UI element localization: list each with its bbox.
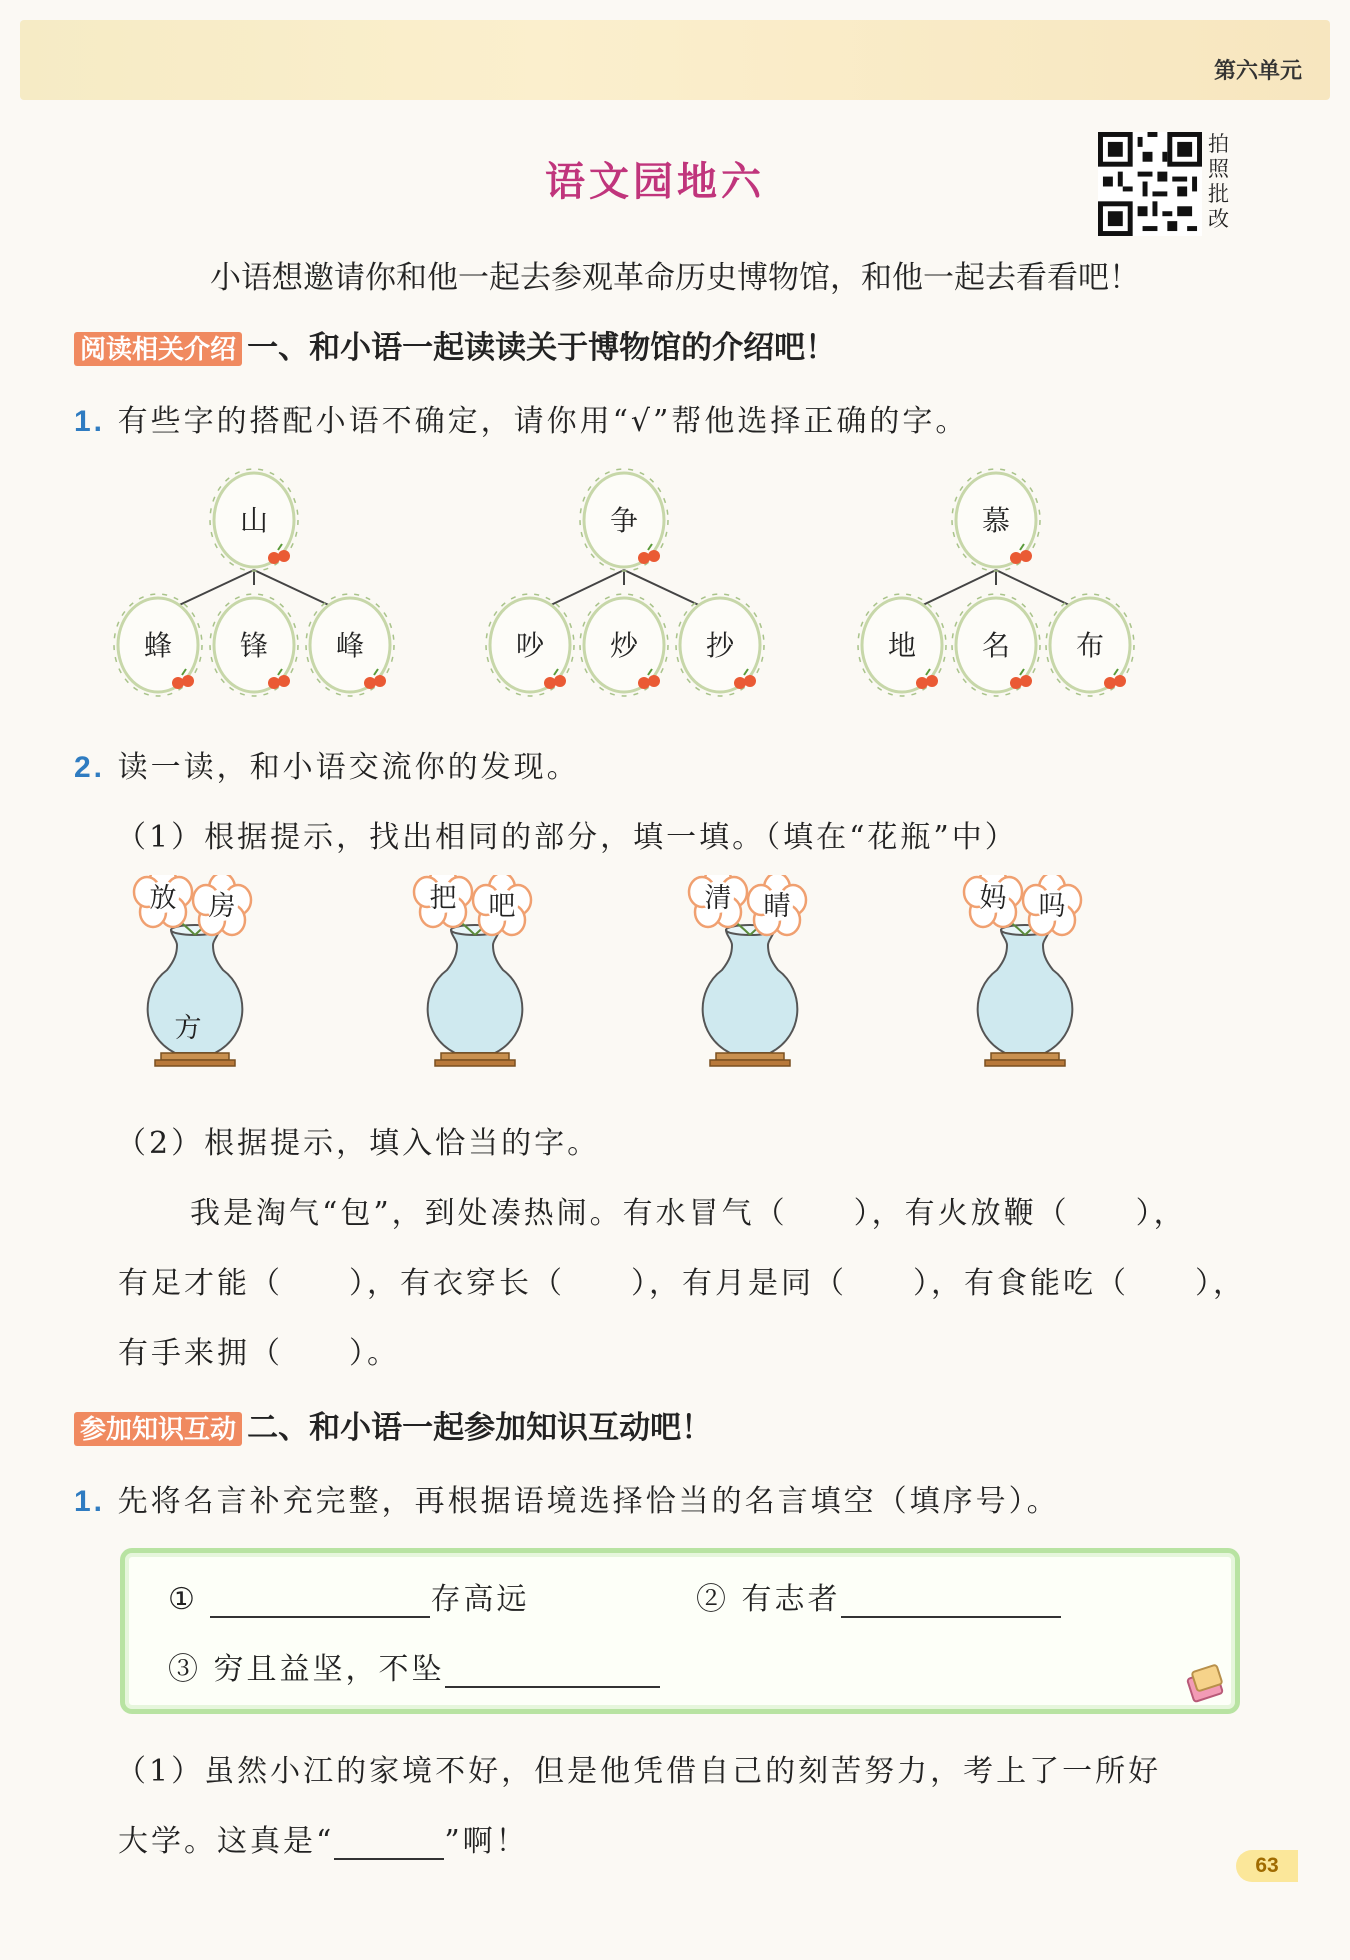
quote-item-2 [696,1574,1061,1618]
page-title: 语文园地六 [545,160,765,204]
question-text: 有些字的搭配小语不确定，请你用“√”帮他选择正确的字。 [117,404,969,439]
question-number: 1. [74,405,106,438]
quote-blank[interactable] [210,1586,430,1618]
unit-label: 第六单元 [1213,58,1302,83]
flower-char: 清 [704,883,732,914]
question-number: 1. [74,1485,106,1518]
tree-option-char[interactable]: 布 [1075,629,1105,662]
sub-question-2: （2）根据提示，填入恰当的字。 [116,1126,601,1161]
tree-option-char[interactable]: 峰 [335,629,365,662]
quote-item-1 [168,1574,529,1618]
tree-option-char[interactable]: 吵 [515,629,545,662]
section1-heading: 一、和小语一起读读关于博物馆的介绍吧！ [247,330,837,365]
tree-option-char[interactable]: 炒 [609,629,639,662]
vase-row [100,875,1100,1080]
tree-top-char: 山 [239,504,269,537]
flower-char: 妈 [979,883,1007,914]
quote-blank[interactable] [841,1586,1061,1618]
quote-text: 有志者 [741,1582,841,1617]
answer-prefix: 大学。这真是“ [118,1824,335,1859]
intro-text: 小语想邀请你和他一起去参观革命历史博物馆，和他一起去看看吧！ [210,260,1140,295]
quote-box [120,1548,1240,1714]
vase-answer[interactable]: 方 [174,1013,202,1044]
sub-question-1-line2 [118,1816,529,1860]
fill-paragraph-line[interactable]: 有足才能（ ），有衣穿长（ ），有月是同（ ），有食能吃（ ）， [118,1266,1246,1301]
question-text: 读一读，和小语交流你的发现。 [117,750,580,785]
flower-char: 晴 [763,891,791,922]
tree-top-char: 争 [609,504,639,537]
section2-heading: 二、和小语一起参加知识互动吧！ [247,1410,713,1445]
character-trees [100,465,1160,705]
fill-paragraph-line[interactable]: 有手来拥（ ）。 [118,1336,400,1371]
sub-question-1-line: （1）虽然小江的家境不好，但是他凭借自己的刻苦努力，考上了一所好 [116,1754,1162,1789]
answer-blank[interactable] [334,1828,444,1860]
quote-mark: ③ [168,1652,201,1687]
question-number: 2. [74,751,106,784]
flower-char: 吗 [1038,891,1066,922]
quote-text: 存高远 [430,1582,530,1617]
page-number: 63 [1236,1850,1298,1882]
tree-option-char[interactable]: 地 [887,629,917,662]
answer-suffix: ”啊！ [444,1824,529,1859]
tree-top-char: 慕 [981,504,1011,537]
section1-tag: 阅读相关介绍 [74,332,242,366]
sub-question-1: （1）根据提示，找出相同的部分，填一填。（填在“花瓶”中） [116,820,1018,855]
quote-mark: ① [168,1582,198,1617]
book-icon [1182,1660,1230,1708]
flower-char: 放 [149,883,177,914]
tree-option-char[interactable]: 锋 [239,629,269,662]
tree-option-char[interactable]: 抄 [705,629,735,662]
quote-text: 穷且益坚，不坠 [213,1652,445,1687]
flower-char: 房 [208,891,236,922]
header-band [20,20,1330,100]
quote-blank[interactable] [445,1656,660,1688]
fill-paragraph-line[interactable]: 我是淘气“包”，到处凑热闹。有水冒气（ ），有火放鞭（ ）， [190,1196,1187,1231]
question-text: 先将名言补充完整，再根据语境选择恰当的名言填空（填序号）。 [117,1484,1060,1519]
tree-option-char[interactable]: 蜂 [143,629,173,662]
qr-caption: 拍照批改 [1208,133,1229,231]
quote-mark: ② [696,1582,729,1617]
section2-tag: 参加知识互动 [74,1412,242,1446]
quote-item-3 [168,1644,660,1688]
flower-char: 吧 [488,891,516,922]
tree-option-char[interactable]: 名 [981,629,1011,662]
flower-char: 把 [429,883,457,914]
qr-code-icon[interactable] [1098,132,1202,236]
